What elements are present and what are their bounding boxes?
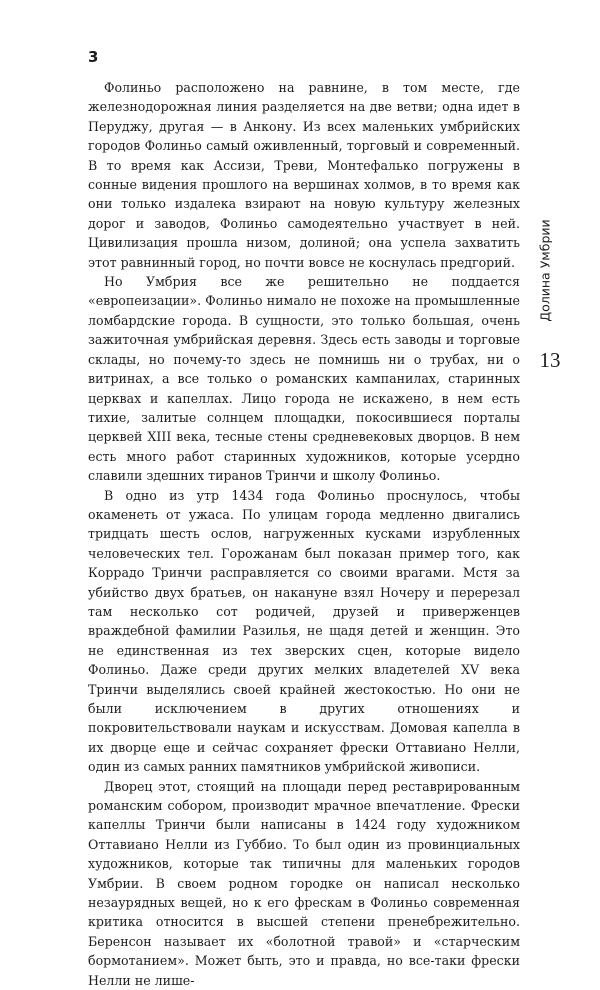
body-text	[88, 78, 520, 990]
paragraph: В одно из утр 1434 года Фолиньо проснулось, чтобы окаменеть от ужаса. По улицам города медленно двигались тридцать шесть ослов, нагруженных кусками изрубленных человеческих тел. Горожанам был показан пример того, как Коррадо Тринчи расправляется со своими врагами. Мстя за убийство двух братьев, он накануне взял Ночеру и перерезал там несколько сот родичей, друзей и приверженцев враждебной фамилии Разилья, не щадя детей и женщин. Это не единственная из тех зверских сцен, которые видело Фолиньо. Даже среди других мелких владетелей XV века Тринчи выделялись своей крайней жестокостью. Но они не были исключением в других отношениях и покровительствовали наукам и искусствам. Домовая капелла в их дворце еще и сейчас сохраняет фрески Оттавиано Нелли, один из самых ранних памятников умбрийской живописи.	[88, 487, 520, 775]
section-number: 3	[88, 48, 99, 66]
running-head-text: Долина Умбрии	[537, 218, 553, 322]
paragraph: Фолиньо расположено на равнине, в том месте, где железнодорожная линия разделяется на две ветви; одна идет в Перуджу, другая — в Анкону. Из всех маленьких умбрийских городов Фолиньо самый оживленный, торговый и современный. В то время как Ассизи, Треви, Монтефалько погружены в сонные видения прошлого на вершинах холмов, в то время как они только издалека взирают на новую культуру железных дорог и заводов, Фолиньо самодеятельно участвует в ней. Цивилизация прошла низом, долиной; она успела захватить этот равнинный город, но почти вовсе не коснулась предгорий.	[88, 80, 520, 270]
paragraph: Дворец этот, стоящий на площади перед реставрированным романским собором, производит мрачное впечатление. Фрески капеллы Тринчи были написаны в 1424 году художником Оттавиано Нелли из Губбио. То был один из провинциальных художников, которые так типичны для маленьких городов Умбрии. В своем родном городке он написал несколько незаурядных вещей, но к его фрескам в Фолиньо современная критика относится в высшей степени пренебрежительно. Беренсон называет их «болотной травой» и «старческим бормотанием». Может быть, это и правда, но все-таки фрески Нелли не лише-	[88, 778, 520, 988]
paragraph: Но Умбрия все же решительно не поддается «европеизации». Фолиньо нимало не похоже на промышленные ломбардские города. В сущности, это только большая, очень зажиточная умбрийская деревня. Здесь есть заводы и торговые склады, но почему-то здесь не помнишь ни о трубах, ни о витринах, а все только о романских кампанилах, старинных церквах и капеллах. Лицо города не искажено, в нем есть тихие, залитые солнцем площадки, покосившиеся порталы церквей XIII века, тесные стены средневековых дворцов. В нем есть много работ старинных художников, которые усердно славили здешних тиранов Тринчи и школу Фолиньо.	[88, 274, 520, 484]
running-head	[535, 200, 555, 340]
page-number: 13	[539, 348, 561, 372]
